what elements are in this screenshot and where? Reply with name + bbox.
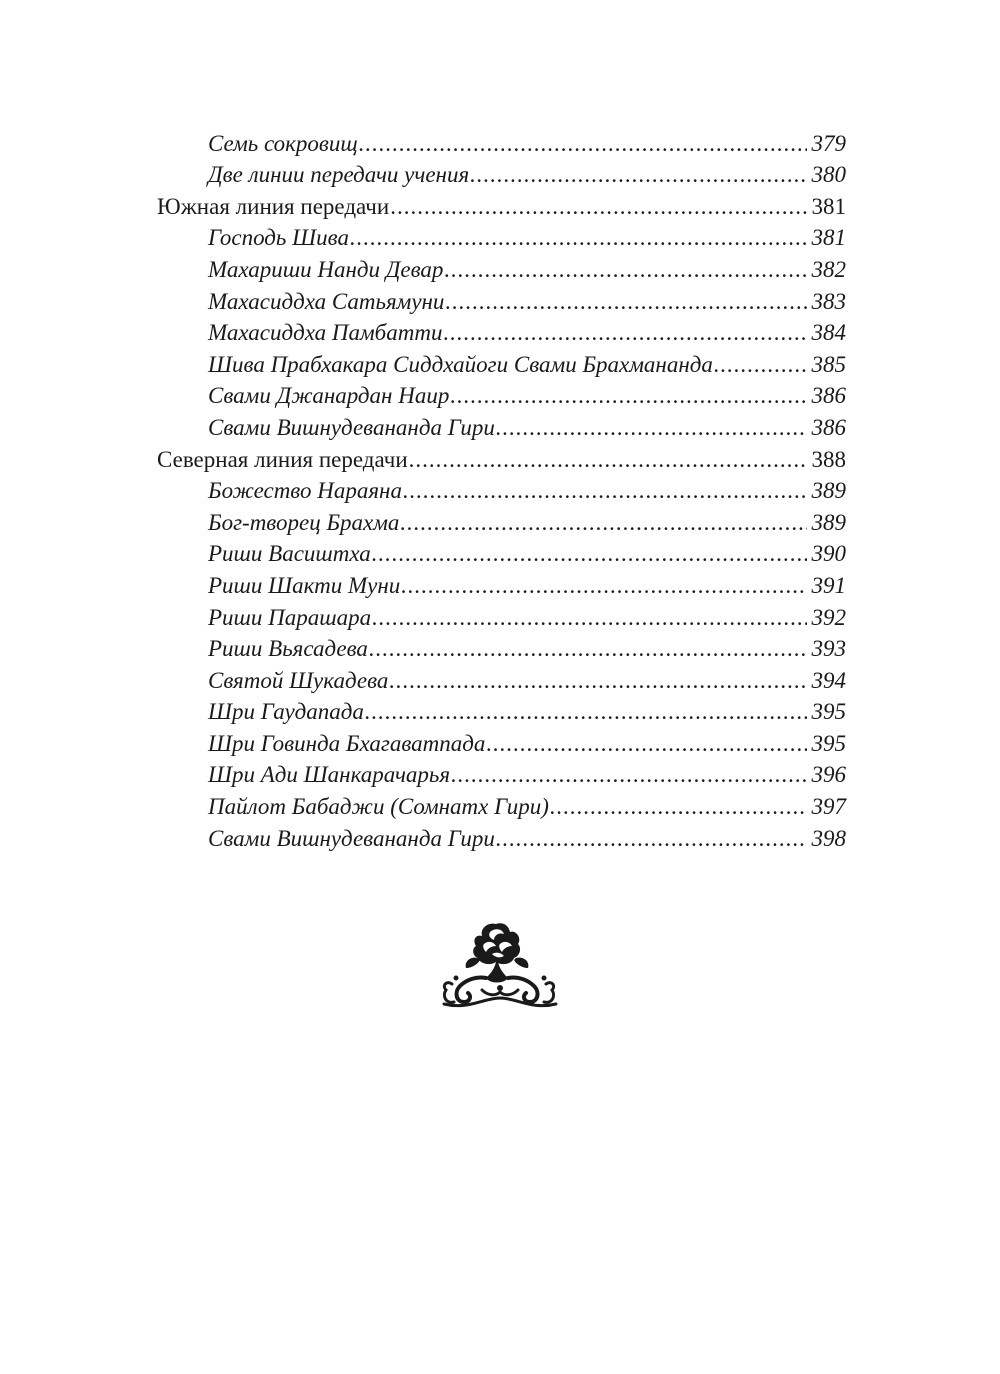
toc-entry-title: Свами Джанардан Наир [208, 383, 450, 409]
toc-entry-title: Махасиддха Памбатти [208, 320, 443, 346]
toc-dot-leader [714, 353, 807, 376]
toc-dot-leader [444, 258, 807, 281]
toc-section-entry[interactable] [0, 191, 1000, 223]
table-of-contents [0, 128, 1000, 855]
toc-dot-leader [372, 606, 807, 629]
toc-entry-title: Шива Прабхакара Сиддхайоги Свами Брахмананда [208, 351, 713, 377]
toc-entry-title: Махасиддха Сатьямуни [208, 288, 445, 314]
toc-entry-title: Семь сокровищ [208, 130, 358, 156]
toc-dot-leader [350, 226, 807, 249]
toc-entry-page: 391 [811, 572, 846, 598]
toc-entry-page: 397 [811, 794, 846, 820]
toc-entry[interactable] [0, 823, 1000, 855]
toc-dot-leader [550, 795, 807, 818]
toc-entry-title: Свами Вишнудевананда Гири [208, 414, 495, 440]
toc-entry-page: 379 [811, 130, 846, 156]
toc-dot-leader [369, 637, 807, 660]
toc-entry[interactable] [0, 160, 1000, 192]
toc-entry-title: Пайлот Бабаджи (Сомнатх Гири) [208, 794, 549, 820]
toc-entry-page: 382 [811, 256, 846, 282]
toc-entry[interactable] [0, 349, 1000, 381]
toc-entry[interactable] [0, 634, 1000, 666]
toc-entry-page: 386 [811, 414, 846, 440]
toc-entry[interactable] [0, 728, 1000, 760]
toc-dot-leader [443, 321, 807, 344]
toc-dot-leader [450, 384, 807, 407]
toc-entry-page: 393 [811, 636, 846, 662]
toc-entry-title: Риши Парашара [208, 604, 372, 630]
toc-entry[interactable] [0, 665, 1000, 697]
toc-entry-page: 386 [811, 383, 846, 409]
toc-entry-page: 392 [811, 604, 846, 630]
toc-entry[interactable] [0, 791, 1000, 823]
rose-flourish-ornament-icon [438, 918, 562, 1010]
toc-entry-page: 384 [811, 320, 846, 346]
toc-dot-leader [486, 732, 807, 755]
toc-entry-title: Махариши Нанди Девар [208, 256, 444, 282]
toc-entry-title: Свами Вишнудевананда Гири [208, 825, 495, 851]
toc-entry[interactable] [0, 254, 1000, 286]
toc-entry[interactable] [0, 507, 1000, 539]
toc-entry-page: 389 [811, 478, 846, 504]
toc-entry[interactable] [0, 570, 1000, 602]
toc-entry-page: 389 [811, 509, 846, 535]
toc-entry-title: Божество Нараяна [208, 478, 402, 504]
toc-entry[interactable] [0, 476, 1000, 508]
toc-entry-page: 394 [811, 667, 846, 693]
toc-entry-page: 380 [811, 162, 846, 188]
toc-entry-page: 395 [811, 699, 846, 725]
toc-entry-page: 395 [811, 730, 846, 756]
toc-dot-leader [389, 669, 807, 692]
toc-entry-page: 398 [811, 825, 846, 851]
toc-entry-title: Две линии передачи учения [208, 162, 470, 188]
toc-dot-leader [451, 763, 807, 786]
toc-entry-title: Бог-творец Брахма [208, 509, 400, 535]
toc-entry[interactable] [0, 760, 1000, 792]
toc-dot-leader [496, 827, 807, 850]
toc-dot-leader [359, 132, 807, 155]
toc-entry[interactable] [0, 412, 1000, 444]
toc-entry-title: Шри Гаудапада [208, 699, 364, 725]
toc-entry-page: 383 [811, 288, 846, 314]
toc-dot-leader [403, 479, 807, 502]
toc-entry-page: 390 [811, 541, 846, 567]
toc-dot-leader [372, 542, 807, 565]
toc-section-page: 388 [811, 446, 846, 472]
toc-entry[interactable] [0, 697, 1000, 729]
toc-dot-leader [496, 416, 807, 439]
toc-entry-page: 381 [811, 225, 846, 251]
toc-section-entry[interactable] [0, 444, 1000, 476]
toc-entry-title: Святой Шукадева [208, 667, 389, 693]
toc-entry-title: Риши Шакти Муни [208, 572, 401, 598]
toc-entry-title: Шри Ади Шанкарачарья [208, 762, 451, 788]
toc-entry-title: Шри Говинда Бхагаватпада [208, 730, 486, 756]
toc-entry[interactable] [0, 223, 1000, 255]
toc-entry-title: Господь Шива [208, 225, 349, 251]
toc-entry[interactable] [0, 539, 1000, 571]
toc-dot-leader [400, 511, 807, 534]
toc-entry[interactable] [0, 318, 1000, 350]
toc-dot-leader [390, 195, 807, 218]
toc-entry[interactable] [0, 602, 1000, 634]
toc-entry[interactable] [0, 381, 1000, 413]
toc-dot-leader [445, 290, 807, 313]
toc-dot-leader [470, 163, 807, 186]
toc-section-page: 381 [811, 193, 846, 219]
toc-entry-title: Риши Вьясадева [208, 636, 368, 662]
toc-dot-leader [401, 574, 807, 597]
toc-dot-leader [409, 448, 807, 471]
toc-section-title: Северная линия передачи [157, 446, 408, 472]
toc-dot-leader [365, 700, 807, 723]
toc-entry-page: 385 [811, 351, 846, 377]
toc-entry-title: Риши Васиштха [208, 541, 371, 567]
toc-entry[interactable] [0, 128, 1000, 160]
toc-entry-page: 396 [811, 762, 846, 788]
toc-section-title: Южная линия передачи [157, 193, 390, 219]
toc-entry[interactable] [0, 286, 1000, 318]
